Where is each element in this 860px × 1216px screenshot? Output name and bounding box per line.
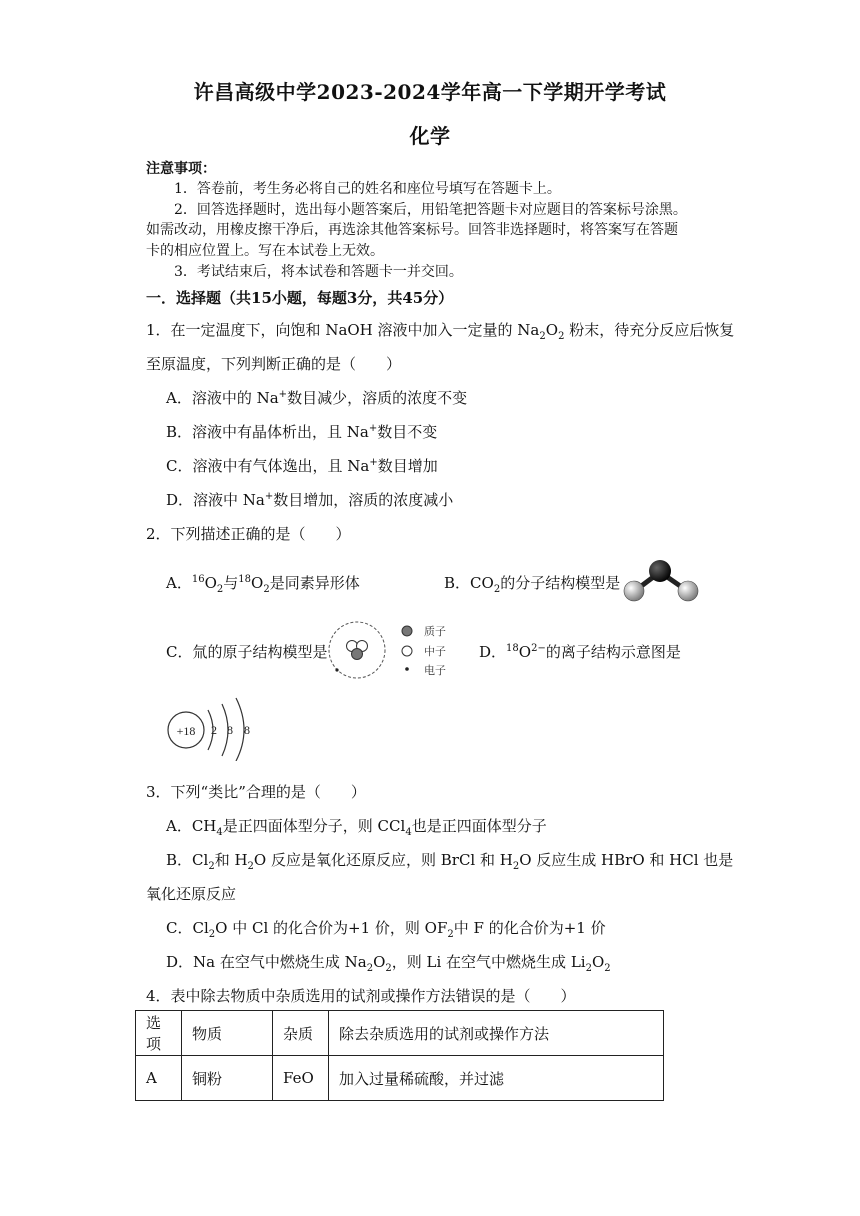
option-text: A．CH (166, 817, 217, 835)
exam-title: 许昌高级中学2023-2024学年高一下学期开学考试 (193, 80, 667, 104)
sub: 2 (208, 929, 216, 940)
electron (335, 668, 338, 671)
sub: 2 (366, 963, 374, 974)
sub: 2 (385, 963, 392, 974)
option-text: B．Cl (166, 851, 209, 869)
q3-option-b (166, 849, 733, 872)
q2-option-a (166, 572, 360, 595)
option-text: D． (479, 643, 507, 661)
option-text: 数目不变 (377, 423, 438, 441)
q3-option-d (166, 951, 611, 974)
option-text: O 反应生成 HBrO 和 HCl 也是 (519, 851, 734, 869)
option-text: 数目增加 (377, 457, 438, 475)
option-text: 是同素异形体 (269, 574, 360, 592)
sub: 2 (604, 963, 611, 974)
sub: 2 (208, 861, 215, 872)
option-text: O 反应是氧化还原反应，则 BrCl 和 H (253, 851, 513, 869)
plus-sup: + (278, 389, 288, 400)
q1-stem-line2: 至原温度，下列判断正确的是（ ） (146, 355, 402, 373)
element-o: O (204, 574, 217, 592)
legend-neutron-icon (401, 645, 413, 657)
q3-option-a (166, 815, 547, 838)
mass-number: 16 (191, 574, 205, 585)
plus-sup: + (369, 457, 378, 468)
option-text: O (591, 953, 605, 971)
q1-stem-line1 (146, 319, 734, 342)
q1-o: O (545, 321, 559, 339)
legend-neutron-label: 中子 (424, 645, 446, 658)
purification-table (135, 1010, 664, 1101)
table-cell: A (136, 1056, 182, 1101)
q1-option-c (166, 455, 438, 476)
q3-option-c (166, 917, 606, 940)
legend-electron-label: 电子 (424, 664, 446, 677)
element-o: O (518, 643, 532, 661)
element-o: O (251, 574, 264, 592)
legend-electron-icon (401, 663, 413, 675)
option-text: O (373, 953, 386, 971)
q4-stem: 4．表中除去物质中杂质选用的试剂或操作方法错误的是（ ） (146, 987, 576, 1005)
sub: 2 (247, 861, 254, 872)
table-header-cell: 物质 (182, 1011, 273, 1056)
q1-option-a (166, 387, 467, 408)
option-text: D．溶液中 Na (166, 491, 265, 509)
mass-number: 18 (506, 643, 519, 654)
shell-2-electrons: 8 (227, 723, 233, 737)
option-text: B．溶液中有晶体析出，且 Na (166, 423, 369, 441)
option-text: A．溶液中的 Na (166, 389, 279, 407)
plus-sup: + (368, 423, 378, 434)
sub: 2 (493, 584, 501, 595)
notes-heading: 注意事项： (146, 161, 216, 177)
note-1: 1．答卷前，考生务必将自己的姓名和座位号填写在答题卡上。 (174, 181, 561, 197)
option-text: 与 (223, 574, 239, 592)
option-text: B．CO (444, 574, 494, 592)
oxygen-atom (624, 581, 644, 601)
note-2-line1: 2．回答选择题时，选出每小题答案后，用铅笔把答题卡对应题目的答案标号涂黑。 (174, 202, 687, 218)
option-text: ，则 Li 在空气中燃烧生成 Li (391, 953, 586, 971)
q1-sub: 2 (539, 331, 546, 342)
q1-option-b (166, 421, 437, 442)
sub: 2 (216, 584, 224, 595)
oxygen-atom (678, 581, 698, 601)
subject-title: 化学 (409, 124, 451, 148)
shell-1-electrons: 2 (211, 723, 217, 737)
q2-option-d (479, 641, 681, 662)
table-header-cell: 除去杂质选用的试剂或操作方法 (329, 1011, 664, 1056)
option-text: 数目减少，溶质的浓度不变 (287, 389, 468, 407)
sub: 2 (512, 861, 520, 872)
q3-option-b-line2: 氧化还原反应 (146, 885, 237, 903)
table-cell: FeO (273, 1056, 329, 1101)
plus-sup: + (264, 491, 274, 502)
carbon-atom (649, 560, 671, 582)
option-text: 数目增加，溶质的浓度减小 (273, 491, 454, 509)
table-header-row (136, 1011, 664, 1056)
ion-structure-diagram (164, 695, 264, 761)
nucleus-charge: +18 (176, 724, 196, 738)
q2-option-c: C．氚的原子结构模型是 (166, 643, 328, 661)
q2-stem: 2．下列描述正确的是（ ） (146, 525, 351, 543)
option-text: 的分子结构模型是 (500, 574, 621, 592)
option-text: C．Cl (166, 919, 209, 937)
option-text: 的离子结构示意图是 (545, 643, 681, 661)
sub: 2 (585, 963, 592, 974)
legend-proton-icon (401, 625, 413, 637)
q1-stem-text: 1．在一定温度下，向饱和 NaOH 溶液中加入一定量的 Na (146, 321, 540, 339)
note-3: 3．考试结束后，将本试卷和答题卡一并交回。 (174, 264, 463, 280)
proton (352, 649, 363, 660)
option-text: 是正四面体型分子，则 CCl (222, 817, 406, 835)
q1-stem-text: 粉末，待充分反应后恢复 (564, 321, 735, 339)
table-row (136, 1056, 664, 1101)
mass-number: 18 (238, 574, 252, 585)
table-header-cell: 选项 (136, 1011, 182, 1056)
option-text: C．溶液中有气体逸出，且 Na (166, 457, 370, 475)
option-text: A． (166, 574, 192, 592)
option-text: D．Na 在空气中燃烧生成 Na (166, 953, 367, 971)
note-2-line2: 如需改动，用橡皮擦干净后，再选涂其他答案标号。回答非选择题时，将答案写在答题 (146, 222, 678, 238)
q3-stem: 3．下列“类比”合理的是（ ） (146, 783, 366, 801)
option-text: 也是正四面体型分子 (411, 817, 547, 835)
table-cell: 加入过量稀硫酸，并过滤 (329, 1056, 664, 1101)
section-heading: 一．选择题（共15小题，每题3分，共45分） (146, 289, 454, 307)
sub: 4 (405, 827, 412, 838)
q1-option-d (166, 489, 453, 510)
table-cell: 铜粉 (182, 1056, 273, 1101)
charge: 2− (531, 643, 546, 654)
note-2-line3: 卡的相应位置上。写在本试卷上无效。 (146, 243, 384, 259)
legend-proton-label: 质子 (424, 625, 446, 638)
q1-sub: 2 (558, 331, 565, 342)
table-header-cell: 杂质 (273, 1011, 329, 1056)
q2-option-b (444, 572, 620, 595)
co2-molecule-model (622, 558, 702, 604)
sub: 4 (216, 827, 223, 838)
sub: 2 (447, 929, 454, 940)
shell-3-electrons: 8 (244, 723, 250, 737)
tritium-atom-model (326, 619, 388, 681)
sub: 2 (263, 584, 270, 595)
option-text: 中 F 的化合价为+1 价 (453, 919, 606, 937)
option-text: O 中 Cl 的化合价为+1 价，则 OF (215, 919, 448, 937)
option-text: 和 H (214, 851, 248, 869)
